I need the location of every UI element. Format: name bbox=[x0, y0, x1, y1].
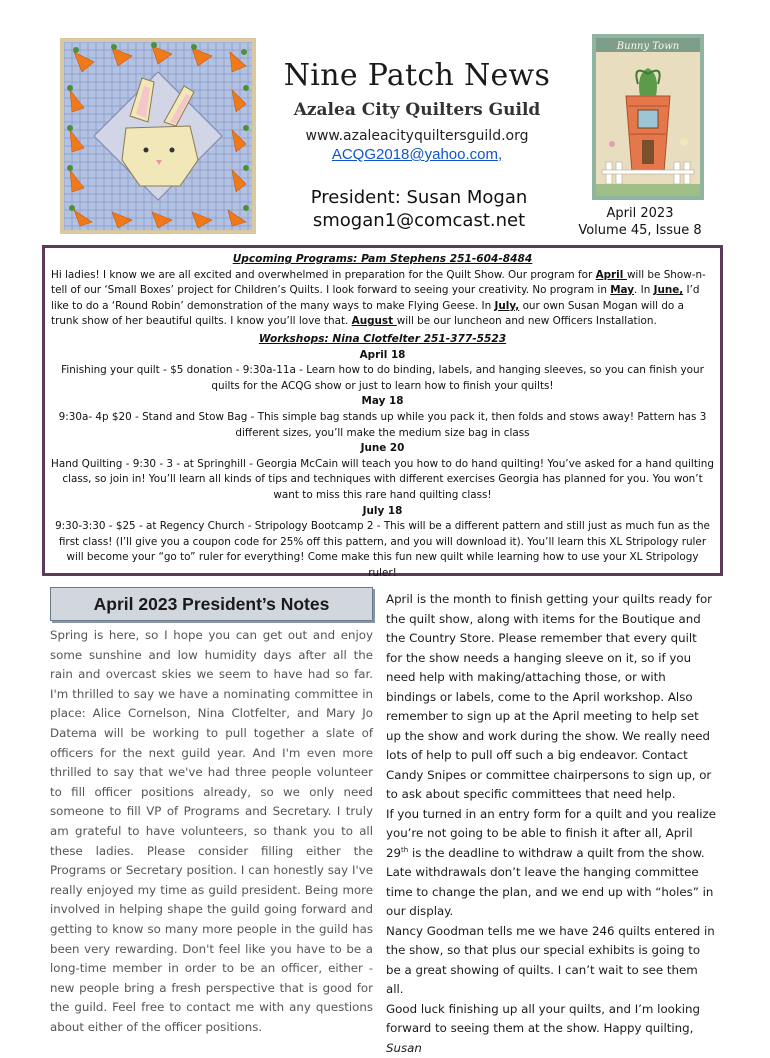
article-paragraph: Good luck finishing up all your quilts, and I’m looking forward to seeing them at the show. Happy quilting, Susan bbox=[386, 1000, 716, 1058]
right-column-article bbox=[386, 590, 716, 1058]
month-july: July, bbox=[495, 300, 520, 312]
month-april: April bbox=[596, 269, 627, 281]
programs-intro: Hi ladies! I know we are all excited and overwhelmed in preparation for the Quilt Show. Our program for April will be Show-n-tell of our ‘Small Boxes’ project for Children’s Quilts. I look forward to seeing your creativity. No program in May. In June, I’d like to do a ‘Round Robin’ demonstration of the many ways to make Flying Geese. In July, our own Susan Mogan will do a trunk show of her beautiful quilts. I know you’ll love that. August will be our luncheon and new Officers Installation. bbox=[51, 268, 714, 330]
workshop-description: 9:30-3:30 - $25 - at Regency Church - Stripology Bootcamp 2 - This will be a different pattern and still just as much fun as the first class! (I’ll give you a coupon code for 25% off this pattern, and you will download it). You’ll learn this XL Stripology ruler will become your “go to” ruler for everything! Come make this fun new quilt while learning how to use your XL Stripology ruler! bbox=[51, 519, 714, 581]
masthead bbox=[262, 58, 572, 163]
cover-card-label: Bunny Town bbox=[616, 41, 679, 52]
president-notes-text: Spring is here, so I hope you can get out and enjoy some sunshine and low humidity days after all the rain and overcast skies we seem to have had so far. I'm thrilled to say we have a nominating committee in place: Alice Cornelson, Nina Clotfelter, and Mary Jo Datema will be working to pull together a slate of officers for the next guild year. And I'm even more thrilled to say that we've had three people volunteer to fill officer positions already, so we only need someone to fill VP of Programs and Secretary. I truly am grateful to have volunteers, so thank you to all these ladies. Please consider filling either the Programs or Secretary position. I can honestly say I've really enjoyed my time as guild president. Being more involved in helping shape the guild going forward and getting to know so many more people in the guild has been very rewarding. Don't feel like you have to be a long-time member in order to be an officer, either - new people bring a fresh perspective that is good for the guild. Feel free to contact me with any questions about either of the officer positions. bbox=[50, 626, 373, 1037]
month-june: June, bbox=[654, 284, 684, 296]
programs-workshops-box bbox=[42, 245, 723, 576]
signature: Susan bbox=[386, 1041, 422, 1055]
bunny-town-pattern-image bbox=[592, 34, 704, 200]
email-link[interactable]: ACQG2018@yahoo.com, bbox=[262, 146, 572, 163]
workshops-heading: Workshops: Nina Clotfelter 251-377-5523 bbox=[51, 332, 714, 348]
issue-date: April 2023 bbox=[572, 205, 708, 222]
workshop-date: May 18 bbox=[51, 394, 714, 410]
guild-name: Azalea City Quilters Guild bbox=[262, 100, 572, 120]
workshop-description: Hand Quilting - 9:30 - 3 - at Springhill - Georgia McCain will teach you how to do hand quilting! You’ve asked for a hand quilting class, so join in! You’ll learn all kinds of tips and techniques with different exercises Georgia has planned for you. You won’t want to miss this rare hand quilting class! bbox=[51, 457, 714, 504]
nine-patch-bunny-quilt-image bbox=[60, 38, 256, 234]
programs-heading: Upcoming Programs: Pam Stephens 251-604-8484 bbox=[51, 252, 714, 268]
issue-info bbox=[572, 205, 708, 239]
workshop-date: June 20 bbox=[51, 441, 714, 457]
workshop-date: April 18 bbox=[51, 348, 714, 364]
president-contact bbox=[284, 186, 554, 232]
newsletter-title: Nine Patch News bbox=[262, 58, 572, 94]
workshop-description: 9:30a- 4p $20 - Stand and Stow Bag - This simple bag stands up while you pack it, then folds and stows away! Pattern has 3 different sizes, you’ll make the medium size bag in class bbox=[51, 410, 714, 441]
article-paragraph: April is the month to finish getting your quilts ready for the quilt show, along with items for the Boutique and the Country Store. Please remember that every quilt for the show needs a hanging sleeve on it, so if you need help with making/attaching those, or with bindings or labels, come to the April workshop. Also remember to sign up at the April meeting to help set up the show and work during the show. We really need lots of help to pull off such a big endeavor. Contact Candy Snipes or committee chairpersons to sign up, or to ask about specific committees that need help. bbox=[386, 590, 716, 805]
issue-volume: Volume 45, Issue 8 bbox=[572, 222, 708, 239]
president-notes-heading: April 2023 President’s Notes bbox=[50, 587, 373, 621]
website-link[interactable]: www.azaleacityquiltersguild.org bbox=[262, 128, 572, 144]
article-paragraph: If you turned in an entry form for a quilt and you realize you’re not going to be able to finish it after all, April 29th is the deadline to withdraw a quilt from the show. Late withdrawals don’t leave the hanging committee time to change the plan, and we end up with “holes” in our display. bbox=[386, 805, 716, 922]
president-email[interactable]: smogan1@comcast.net bbox=[284, 209, 554, 232]
article-paragraph: Nancy Goodman tells me we have 246 quilts entered in the show, so that plus our special exhibits is going to be a great showing of quilts. I can’t wait to see them all. bbox=[386, 922, 716, 1000]
month-august: August bbox=[352, 315, 397, 327]
president-notes-body bbox=[50, 626, 373, 1037]
month-may: May bbox=[610, 284, 634, 296]
workshop-description: Finishing your quilt - $5 donation - 9:30a-11a - Learn how to do binding, labels, and hanging sleeves, so you can finish your quilts for the ACQG show or just to learn how to finish your quilts! bbox=[51, 363, 714, 394]
workshop-date: July 18 bbox=[51, 504, 714, 520]
president-name: President: Susan Mogan bbox=[284, 186, 554, 209]
